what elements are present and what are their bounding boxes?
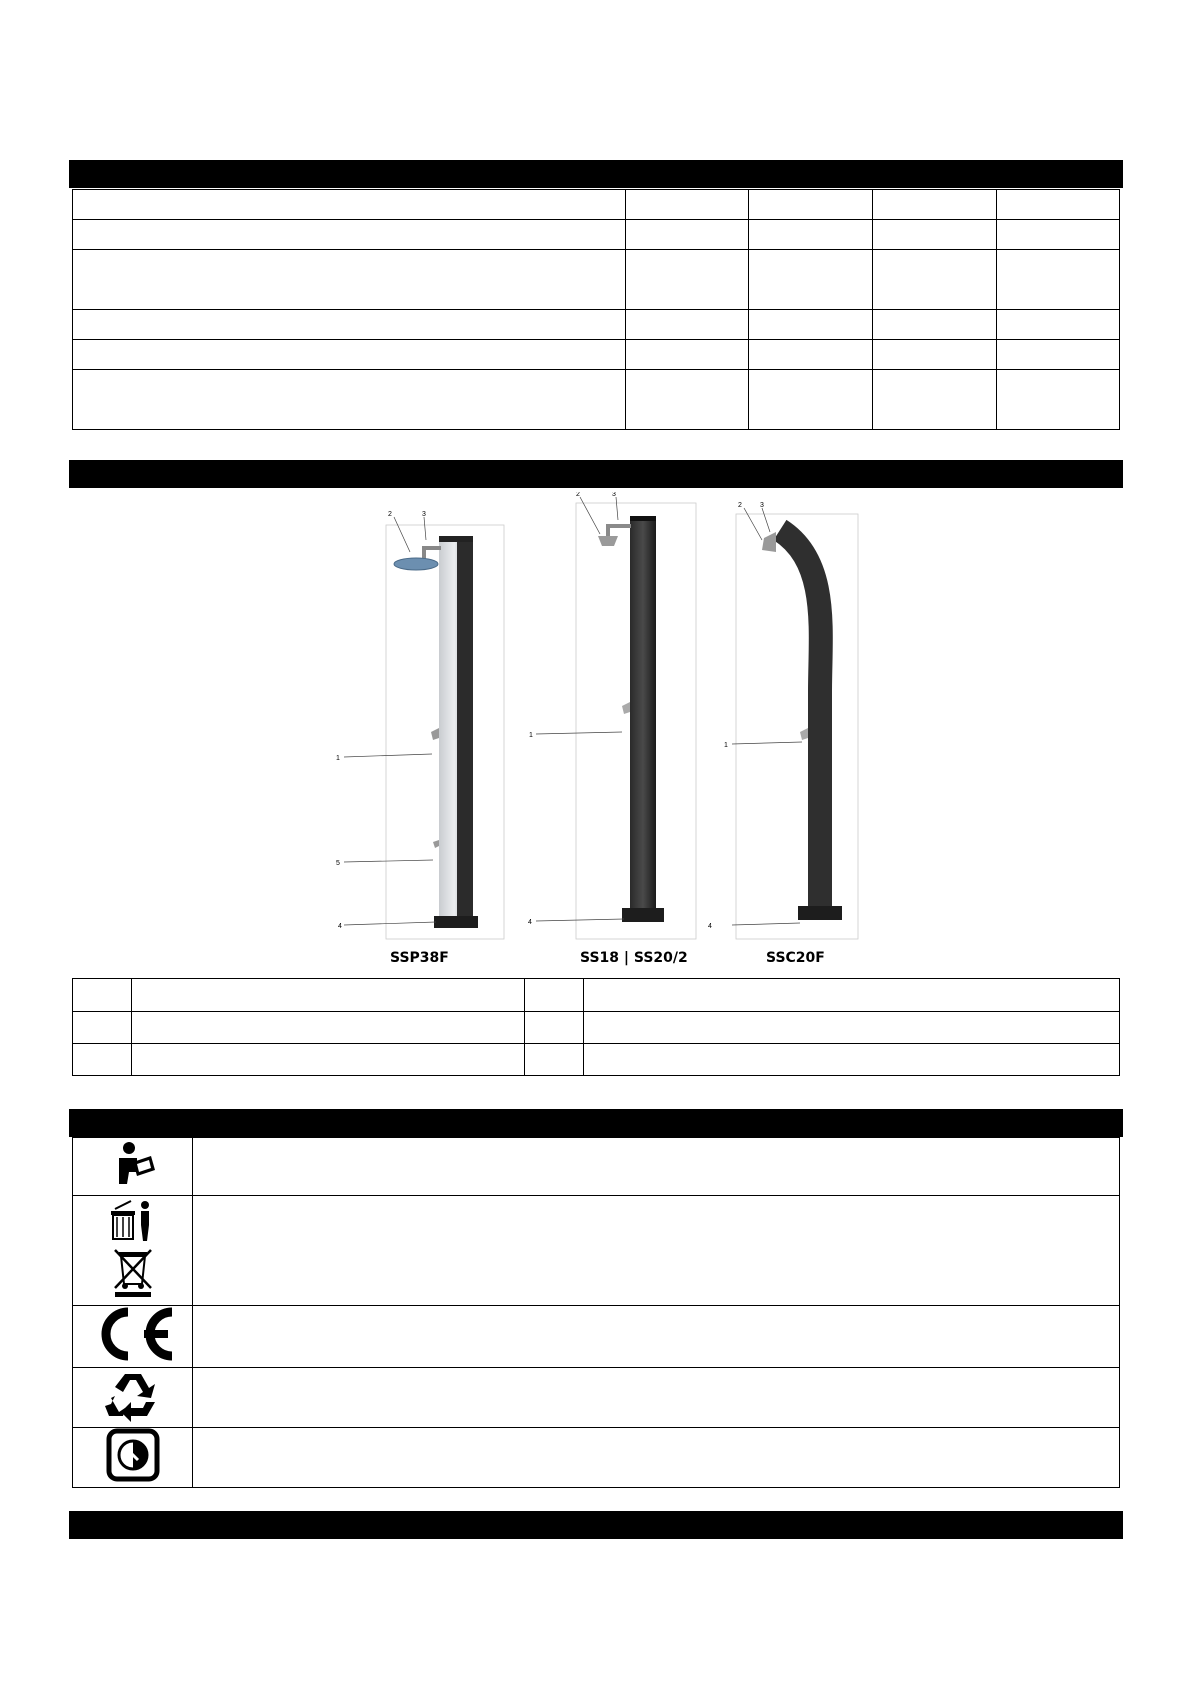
callout-1: 1 (336, 755, 340, 762)
product-figure (300, 492, 900, 972)
table-row (73, 1196, 1120, 1306)
shower-ssc20f (762, 530, 842, 920)
table-row (73, 1428, 1120, 1488)
table-row (73, 979, 1120, 1012)
shower-illustration (300, 492, 900, 972)
table-row (73, 1368, 1120, 1428)
green-dot-icon (106, 1428, 160, 1482)
shower-ssp38f (394, 536, 478, 928)
callout-3: 3 (422, 511, 426, 518)
section-header-bar-2 (69, 460, 1123, 488)
table-row (73, 340, 1120, 370)
table-row (73, 1306, 1120, 1368)
section-header-bar-4 (69, 1511, 1123, 1539)
table-row (73, 1138, 1120, 1196)
table-row (73, 370, 1120, 430)
callout-3: 3 (612, 492, 616, 498)
table-row (73, 220, 1120, 250)
table-row (73, 250, 1120, 310)
callout-4: 4 (338, 923, 342, 930)
parts-table (72, 978, 1120, 1076)
callout-1: 1 (724, 742, 728, 749)
ce-mark-icon (88, 1306, 178, 1362)
callout-4: 4 (708, 923, 712, 930)
section-header-bar-3 (69, 1109, 1123, 1137)
caption-ss18: SS18 | SS20/2 (580, 950, 688, 966)
callout-4: 4 (528, 919, 532, 926)
caption-ssc20f: SSC20F (766, 950, 825, 966)
callout-2: 2 (576, 492, 580, 498)
table-row (73, 1044, 1120, 1076)
waste-bin-icon (109, 1199, 157, 1243)
shower-ss18 (598, 516, 664, 922)
section-header-bar-1 (69, 160, 1123, 188)
callout-3: 3 (760, 502, 764, 509)
crossed-bin-weee-icon (111, 1248, 155, 1298)
callout-2: 2 (738, 502, 742, 509)
callout-1: 1 (529, 732, 533, 739)
callout-2: 2 (388, 511, 392, 518)
table-row (73, 1012, 1120, 1044)
caption-ssp38f: SSP38F (390, 950, 449, 966)
spec-table (72, 189, 1120, 430)
table-row (73, 190, 1120, 220)
callout-5: 5 (336, 860, 340, 867)
symbols-table (72, 1137, 1120, 1488)
table-row (73, 310, 1120, 340)
manual-reading-icon (107, 1138, 159, 1190)
recycle-icon (103, 1368, 163, 1422)
